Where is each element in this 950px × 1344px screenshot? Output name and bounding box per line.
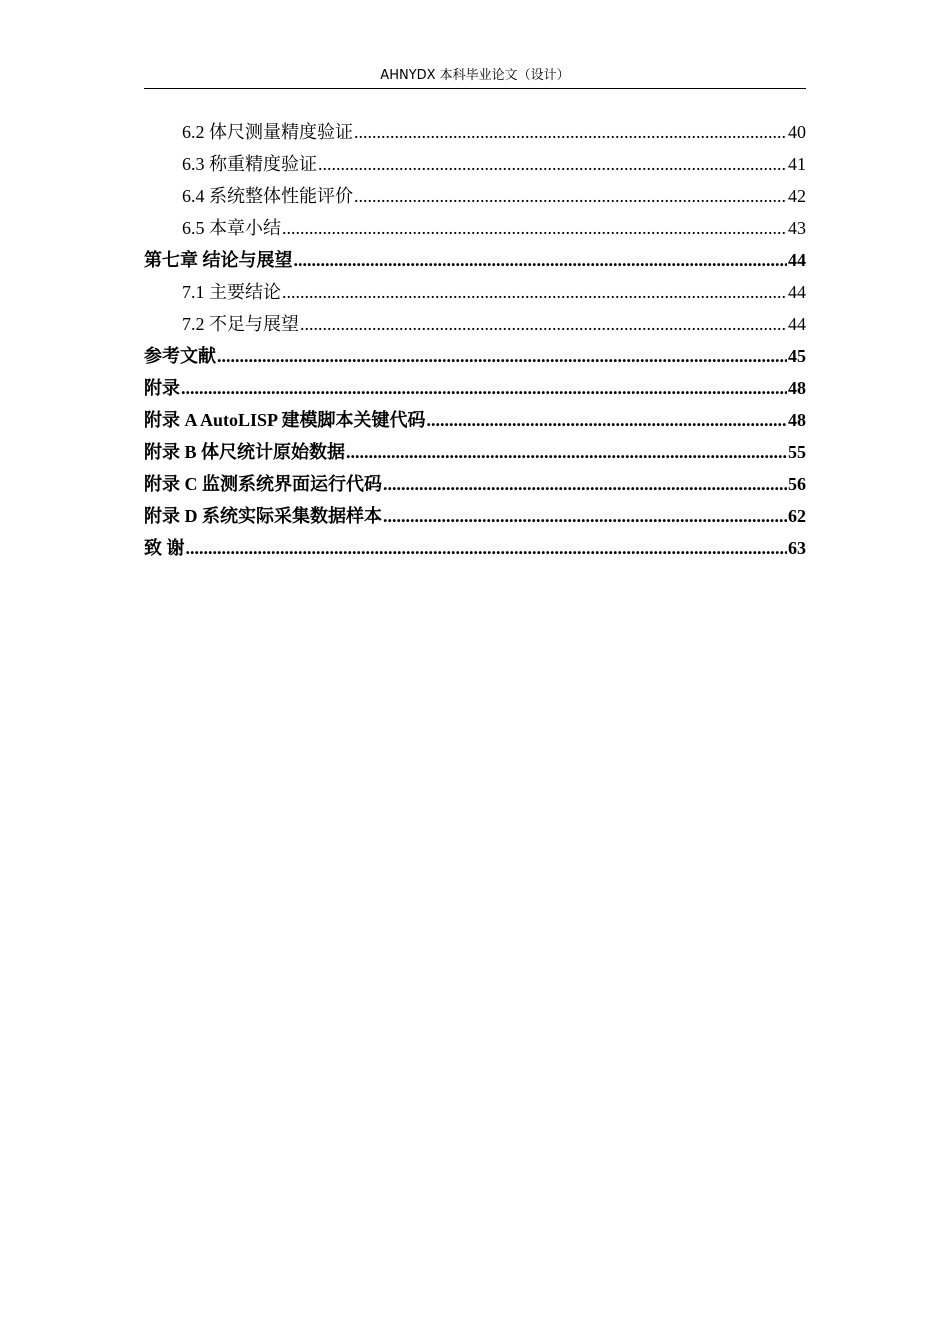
toc-dot-leader	[282, 276, 787, 308]
toc-dot-leader	[181, 372, 787, 404]
toc-entry-page: 43	[788, 218, 806, 238]
table-of-contents	[144, 116, 806, 564]
toc-entry-title: 附录 B 体尺统计原始数据	[144, 442, 346, 462]
toc-entry[interactable]	[144, 436, 806, 468]
toc-dot-leader	[186, 532, 788, 564]
toc-entry-title: 6.5 本章小结	[182, 218, 281, 238]
toc-entry-title: 致 谢	[144, 538, 185, 558]
toc-entry-title: 6.2 体尺测量精度验证	[182, 122, 353, 142]
toc-entry[interactable]	[144, 372, 806, 404]
toc-dot-leader	[318, 148, 787, 180]
toc-dot-leader	[217, 340, 787, 372]
toc-entry-title: 附录 A AutoLISP 建模脚本关键代码	[144, 410, 426, 430]
toc-entry-page: 56	[788, 474, 806, 494]
toc-entry-title: 7.2 不足与展望	[182, 314, 299, 334]
toc-entry-title: 附录	[144, 378, 180, 398]
toc-entry-page: 55	[788, 442, 806, 462]
toc-entry[interactable]	[144, 276, 806, 308]
toc-dot-leader	[427, 404, 787, 436]
toc-dot-leader	[294, 244, 788, 276]
toc-entry[interactable]	[144, 468, 806, 500]
toc-entry[interactable]	[144, 148, 806, 180]
toc-dot-leader	[282, 212, 787, 244]
toc-entry[interactable]	[144, 116, 806, 148]
toc-entry-title: 参考文献	[144, 346, 216, 366]
toc-entry-page: 48	[788, 378, 806, 398]
toc-entry-page: 41	[788, 154, 806, 174]
toc-entry-page: 44	[788, 250, 806, 270]
toc-entry-title: 6.4 系统整体性能评价	[182, 186, 353, 206]
toc-entry-title: 第七章 结论与展望	[144, 250, 293, 270]
toc-entry-page: 45	[788, 346, 806, 366]
toc-dot-leader	[300, 308, 787, 340]
toc-entry[interactable]	[144, 532, 806, 564]
toc-entry-page: 44	[788, 282, 806, 302]
toc-entry-page: 48	[788, 410, 806, 430]
toc-entry[interactable]	[144, 404, 806, 436]
toc-dot-leader	[354, 116, 787, 148]
toc-entry[interactable]	[144, 244, 806, 276]
toc-entry[interactable]	[144, 500, 806, 532]
toc-entry-page: 63	[788, 538, 806, 558]
toc-dot-leader	[346, 436, 787, 468]
toc-entry-page: 40	[788, 122, 806, 142]
page-header	[144, 66, 806, 89]
toc-entry-page: 42	[788, 186, 806, 206]
toc-entry-title: 附录 C 监测系统界面运行代码	[144, 474, 382, 494]
toc-entry-title: 附录 D 系统实际采集数据样本	[144, 506, 382, 526]
toc-dot-leader	[383, 468, 787, 500]
toc-entry[interactable]	[144, 180, 806, 212]
toc-dot-leader	[354, 180, 787, 212]
toc-entry[interactable]	[144, 340, 806, 372]
header-title: AHNYDX 本科毕业论文（设计）	[380, 68, 570, 83]
toc-entry[interactable]	[144, 212, 806, 244]
toc-entry[interactable]	[144, 308, 806, 340]
toc-entry-page: 62	[788, 506, 806, 526]
toc-entry-title: 7.1 主要结论	[182, 282, 281, 302]
toc-entry-page: 44	[788, 314, 806, 334]
toc-dot-leader	[383, 500, 787, 532]
toc-entry-title: 6.3 称重精度验证	[182, 154, 317, 174]
